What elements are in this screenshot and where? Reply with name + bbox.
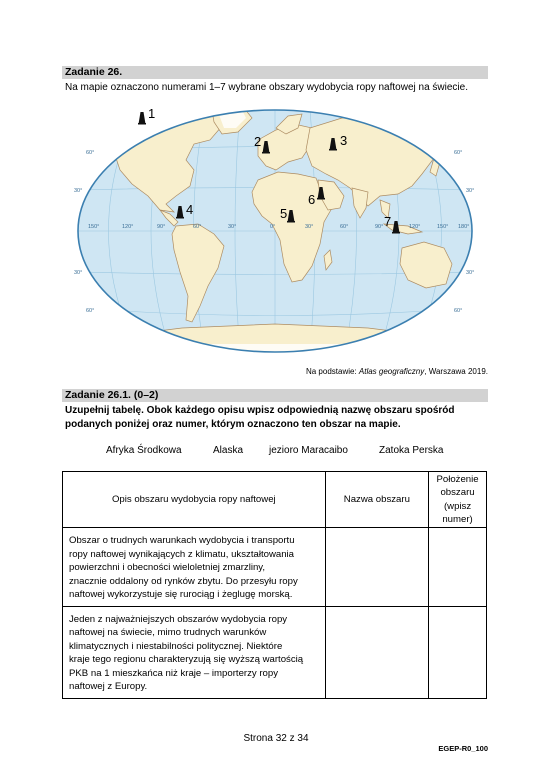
header-description: Opis obszaru wydobycia ropy naftowej <box>63 472 326 528</box>
option-label: jezioro Maracaibo <box>269 445 348 456</box>
lat-label: 60° <box>86 150 95 156</box>
description-line: naftowej na świecie, mimo trudnych warunków <box>69 627 267 638</box>
task-26-1-title: Zadanie 26.1. (0–2) <box>62 389 488 402</box>
option-label: Zatoka Perska <box>379 445 444 456</box>
option-label: Afryka Środkowa <box>106 445 182 456</box>
lon-label: 120° <box>409 224 421 230</box>
exam-code: EGEP-R0_100 <box>438 744 488 753</box>
lat-label: 60° <box>86 308 95 314</box>
lon-label: 120° <box>122 224 134 230</box>
lat-label: 30° <box>466 188 475 194</box>
lat-label: 30° <box>466 270 475 276</box>
header-location-line: numer) <box>442 514 473 525</box>
header-location-line: obszaru <box>440 487 475 498</box>
source-title: Atlas geograficzny <box>358 367 425 376</box>
instruction-line: Uzupełnij tabelę. Obok każdego opisu wpisz odpowiednią nazwę obszaru spośród <box>65 405 455 416</box>
header-location-line: (wpisz <box>443 500 472 512</box>
lon-label: 90° <box>375 224 384 230</box>
row-1-number-cell[interactable] <box>429 528 487 607</box>
row-2-number-cell[interactable] <box>429 606 487 698</box>
description-line: naftowej wykorzystuje się rurociąg i żeglugę morską. <box>69 589 293 600</box>
marker-2-label: 2 <box>254 134 262 149</box>
marker-1-label: 1 <box>148 106 156 121</box>
row-1-description <box>63 528 326 607</box>
marker-7-label: 7 <box>384 214 392 229</box>
header-name: Nazwa obszaru <box>325 472 428 528</box>
lon-label: 60° <box>340 224 349 230</box>
lon-label: 30° <box>305 224 314 230</box>
lon-label: 150° <box>437 224 449 230</box>
source-suffix: , Warszawa 2019. <box>424 367 488 376</box>
description-line: klimatycznych i niestabilności politycznej. Niektóre <box>69 640 283 652</box>
lat-label: 30° <box>74 270 83 276</box>
marker-3-label: 3 <box>340 133 348 148</box>
table-row <box>63 528 487 607</box>
description-line: PKB na 1 mieszkańca niż kraje – importerzy ropy <box>69 667 279 679</box>
lon-label: 60° <box>193 224 202 230</box>
table-header-row <box>63 472 487 528</box>
answer-table <box>62 471 487 699</box>
marker-5-label: 5 <box>280 206 288 221</box>
row-2-name-cell[interactable] <box>325 606 428 698</box>
row-1-name-cell[interactable] <box>325 528 428 607</box>
table-row <box>63 606 487 698</box>
source-prefix: Na podstawie: <box>305 367 359 376</box>
world-map-svg <box>62 100 488 362</box>
description-line: ropy naftowej wynikających z klimatu, ukształtowania <box>69 548 295 560</box>
oil-derrick-icon <box>138 112 146 125</box>
lon-label: 150° <box>88 224 100 230</box>
lat-label: 60° <box>454 150 463 156</box>
lon-label: 30° <box>228 224 237 230</box>
description-line: naftowej z Europy. <box>69 681 148 692</box>
option-label: Alaska <box>213 445 244 456</box>
marker-4-label: 4 <box>186 202 194 217</box>
description-line: Jeden z najważniejszych obszarów wydobycia ropy <box>69 613 288 625</box>
lon-label: 90° <box>157 224 166 230</box>
task-26-title: Zadanie 26. <box>62 66 488 79</box>
task-26-1-instruction <box>65 404 485 432</box>
lon-label: 180° <box>458 224 470 230</box>
world-map <box>62 100 488 362</box>
header-location-line: Położenie <box>436 473 479 485</box>
marker-6-label: 6 <box>308 192 316 207</box>
instruction-line: podanych poniżej oraz numer, którym oznaczono ten obszar na mapie. <box>65 419 401 430</box>
description-line: znacznie oddalony od rynków zbytu. Do przesyłu ropy <box>69 575 298 587</box>
description-line: kraje tego regionu charakteryzują się wyższą wartością <box>69 654 304 665</box>
header-location <box>429 472 487 528</box>
lat-label: 30° <box>74 188 83 194</box>
marker-1 <box>138 106 155 125</box>
row-2-description <box>63 606 326 698</box>
lon-label: 0° <box>270 224 276 230</box>
page-number: Strona 32 z 34 <box>243 733 309 744</box>
lat-label: 60° <box>454 308 463 314</box>
map-source <box>306 367 488 376</box>
task-26-intro: Na mapie oznaczono numerami 1–7 wybrane obszary wydobycia ropy naftowej na świecie. <box>65 82 468 93</box>
description-line: powierzchni i obecności wieloletniej zmarzliny, <box>69 562 266 573</box>
description-line: Obszar o trudnych warunkach wydobycia i transportu <box>69 535 295 546</box>
